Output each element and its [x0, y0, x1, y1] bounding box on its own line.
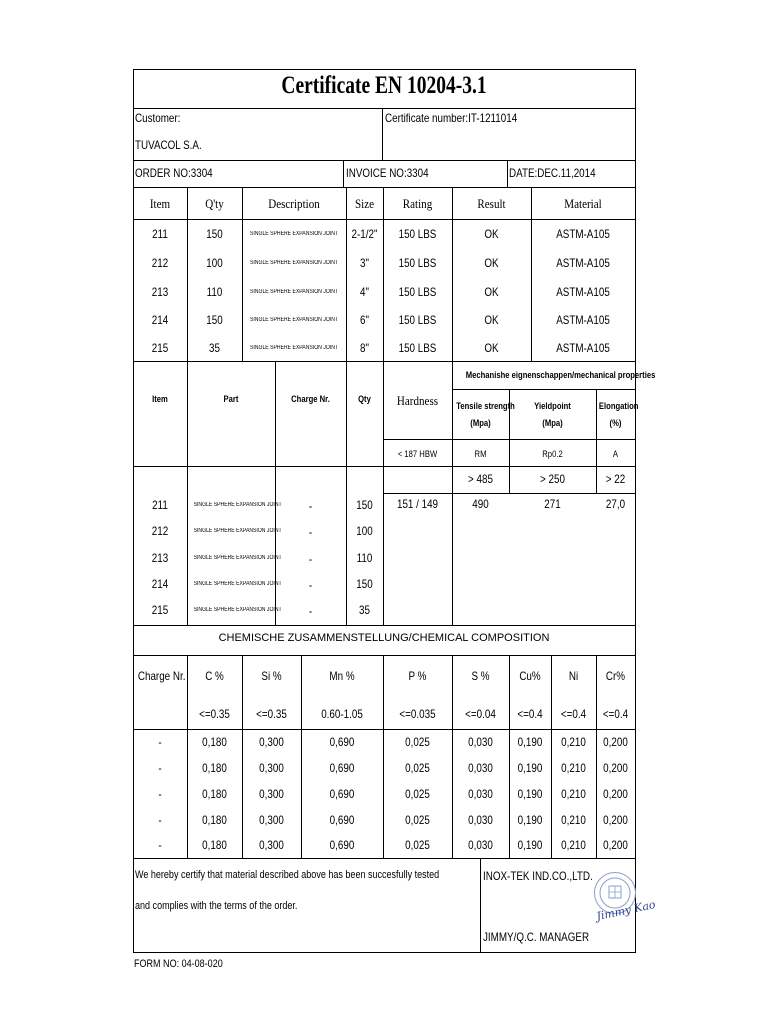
mech-header-elongation-unit: (%)	[609, 418, 622, 428]
mech-qty: 100	[356, 524, 373, 538]
chem-mn: 0,690	[329, 735, 355, 749]
mech-item: 214	[151, 577, 169, 591]
chem-cu: 0,190	[517, 838, 543, 852]
items-header-qty: Q'ty	[205, 196, 224, 211]
form-number: FORM NO: 04-08-020	[134, 958, 223, 970]
item-result: OK	[484, 313, 499, 327]
chem-p: 0,025	[405, 761, 430, 775]
item-rating: 150 LBS	[398, 341, 437, 355]
mech-header-elongation: Elongation	[598, 401, 639, 411]
item-number: 212	[151, 256, 169, 270]
mech-item: 213	[151, 551, 169, 565]
chem-si: 0,300	[259, 735, 284, 749]
chem-limit-s: <=0.04	[465, 707, 496, 721]
mech-header-yield: Yieldpoint	[534, 401, 571, 411]
rule	[133, 69, 134, 953]
chem-charge: -	[158, 838, 162, 852]
mech-item: 215	[151, 603, 169, 617]
chem-cr: 0,200	[603, 735, 628, 749]
mech-part: SINGLE SPHERE EXPANSION JOINT	[193, 581, 282, 587]
chem-cu: 0,190	[517, 813, 543, 827]
chem-header-p: P %	[408, 669, 427, 683]
mech-header-item: Item	[152, 394, 168, 404]
chem-header-cr: Cr%	[605, 669, 626, 683]
chem-cr: 0,200	[603, 787, 628, 801]
signature: Jimmy Kao	[595, 897, 657, 924]
mech-header-part: Part	[223, 394, 239, 404]
item-result: OK	[484, 227, 499, 241]
items-header-size: Size	[354, 196, 375, 211]
chem-charge: -	[158, 787, 162, 801]
item-number: 213	[151, 285, 169, 299]
item-description: SINGLE SPHERE EXPANSION JOINT	[249, 289, 339, 295]
items-header-description: Description	[268, 196, 320, 211]
rule	[133, 69, 636, 70]
mech-charge: -	[308, 552, 313, 566]
chem-si: 0,300	[259, 787, 284, 801]
item-material: ASTM-A105	[556, 341, 610, 355]
chem-mn: 0,690	[329, 787, 355, 801]
mech-header-charge: Charge Nr.	[291, 394, 330, 404]
mech-part: SINGLE SPHERE EXPANSION JOINT	[193, 607, 282, 613]
chem-limit-c: <=0.35	[199, 707, 230, 721]
chem-header-s: S %	[471, 669, 490, 683]
chem-si: 0,300	[259, 813, 284, 827]
chem-c: 0,180	[202, 787, 227, 801]
chem-header-mn: Mn %	[329, 669, 355, 683]
tensile-value: 490	[472, 497, 489, 511]
certify-line-1: We hereby certify that material described above has been succesfully tested	[135, 869, 440, 881]
chem-s: 0,030	[468, 813, 493, 827]
rm-label: RM	[474, 449, 487, 459]
chem-c: 0,180	[202, 813, 227, 827]
order-number: ORDER NO:3304	[135, 166, 213, 180]
chem-mn: 0,690	[329, 813, 355, 827]
mech-header-hardness: Hardness	[396, 393, 439, 408]
mech-item: 211	[152, 498, 168, 512]
chem-p: 0,025	[405, 787, 430, 801]
mech-part: SINGLE SPHERE EXPANSION JOINT	[193, 555, 282, 561]
chem-c: 0,180	[202, 761, 227, 775]
chem-ni: 0,210	[561, 813, 586, 827]
yield-value: 271	[544, 497, 561, 511]
mech-charge: -	[308, 499, 313, 513]
chem-header-cu: Cu%	[519, 669, 541, 683]
item-description: SINGLE SPHERE EXPANSION JOINT	[249, 260, 339, 266]
item-material: ASTM-A105	[556, 227, 610, 241]
mech-qty: 110	[356, 551, 373, 565]
customer-name: TUVACOL S.A.	[135, 138, 202, 152]
item-size: 4"	[360, 285, 369, 299]
mech-props-header: Mechanishe eignenschappen/mechanical properties	[465, 370, 656, 380]
chem-c: 0,180	[202, 838, 227, 852]
mech-qty: 35	[359, 603, 370, 617]
item-rating: 150 LBS	[398, 285, 437, 299]
item-size: 2-1/2"	[351, 227, 378, 241]
mech-charge: -	[308, 578, 313, 592]
chem-s: 0,030	[468, 761, 493, 775]
chem-p: 0,025	[405, 735, 430, 749]
mech-qty: 150	[356, 577, 373, 591]
customer-label: Customer:	[135, 111, 181, 125]
chem-title: CHEMISCHE ZUSAMMENSTELLUNG/CHEMICAL COMPOSITION	[218, 632, 550, 644]
chem-cr: 0,200	[603, 813, 628, 827]
chem-cu: 0,190	[517, 735, 543, 749]
mech-item: 212	[151, 524, 169, 538]
chem-header-c: C %	[205, 669, 224, 683]
certificate-date: DATE:DEC.11,2014	[509, 166, 596, 180]
chem-mn: 0,690	[329, 838, 355, 852]
certify-line-2: and complies with the terms of the order.	[135, 900, 298, 912]
item-qty: 150	[206, 227, 223, 241]
chem-c: 0,180	[202, 735, 227, 749]
chem-limit-mn: 0.60-1.05	[321, 707, 363, 721]
chem-header-ni: Ni	[568, 669, 579, 683]
rp-label: Rp0.2	[542, 449, 563, 459]
chem-cr: 0,200	[603, 761, 628, 775]
chem-p: 0,025	[405, 813, 430, 827]
item-result: OK	[484, 341, 499, 355]
chem-cu: 0,190	[517, 761, 543, 775]
chem-si: 0,300	[259, 761, 284, 775]
chem-s: 0,030	[468, 735, 493, 749]
item-number: 215	[151, 341, 169, 355]
items-header-item: Item	[149, 196, 171, 211]
item-qty: 100	[206, 256, 223, 270]
item-rating: 150 LBS	[398, 227, 437, 241]
item-material: ASTM-A105	[556, 313, 610, 327]
elongation-min: > 22	[605, 472, 626, 486]
chem-header-charge: Charge Nr.	[137, 669, 186, 683]
chem-ni: 0,210	[561, 787, 586, 801]
item-result: OK	[484, 256, 499, 270]
invoice-number: INVOICE NO:3304	[346, 166, 429, 180]
item-description: SINGLE SPHERE EXPANSION JOINT	[249, 345, 339, 351]
mech-part: SINGLE SPHERE EXPANSION JOINT	[193, 528, 282, 534]
item-number: 214	[151, 313, 169, 327]
mech-charge: -	[308, 525, 313, 539]
item-number: 211	[152, 227, 168, 241]
mech-header-tensile: Tensile strength	[456, 401, 515, 411]
mech-qty: 150	[356, 498, 373, 512]
chem-charge: -	[158, 761, 162, 775]
signatory: JIMMY/Q.C. MANAGER	[483, 930, 590, 944]
mech-header-tensile-unit: (Mpa)	[470, 418, 491, 428]
items-header-rating: Rating	[402, 196, 433, 211]
chem-cu: 0,190	[517, 787, 543, 801]
a-label: A	[612, 449, 619, 459]
item-description: SINGLE SPHERE EXPANSION JOINT	[249, 317, 339, 323]
rule	[133, 952, 636, 953]
elongation-value: 27,0	[605, 497, 626, 511]
mech-header-yield-unit: (Mpa)	[542, 418, 563, 428]
item-rating: 150 LBS	[398, 313, 437, 327]
item-size: 8"	[360, 341, 369, 355]
chem-charge: -	[158, 813, 162, 827]
item-material: ASTM-A105	[556, 285, 610, 299]
item-material: ASTM-A105	[556, 256, 610, 270]
chem-p: 0,025	[405, 838, 430, 852]
yield-min: > 250	[540, 472, 565, 486]
items-header-material: Material	[564, 196, 602, 211]
chem-limit-cu: <=0.4	[517, 707, 543, 721]
chem-limit-si: <=0.35	[256, 707, 287, 721]
chem-charge: -	[158, 735, 162, 749]
mech-header-qty: Qty	[358, 394, 371, 404]
chem-s: 0,030	[468, 787, 493, 801]
company-name: INOX-TEK IND.CO.,LTD.	[483, 869, 593, 883]
item-result: OK	[484, 285, 499, 299]
chem-limit-cr: <=0.4	[602, 707, 629, 721]
item-size: 3"	[360, 256, 369, 270]
mech-part: SINGLE SPHERE EXPANSION JOINT	[193, 502, 282, 508]
item-size: 6"	[360, 313, 369, 327]
chem-s: 0,030	[468, 838, 493, 852]
item-rating: 150 LBS	[398, 256, 437, 270]
chem-ni: 0,210	[561, 761, 586, 775]
hardness-spec: < 187 HBW	[397, 449, 438, 459]
chem-cr: 0,200	[603, 838, 628, 852]
page-title: Certificate EN 10204-3.1	[281, 72, 487, 99]
chem-si: 0,300	[259, 838, 284, 852]
chem-limit-ni: <=0.4	[560, 707, 587, 721]
chem-header-si: Si %	[261, 669, 282, 683]
item-qty: 110	[206, 285, 223, 299]
items-header-result: Result	[477, 196, 506, 211]
certificate-number: Certificate number:IT-1211014	[385, 111, 518, 125]
item-qty: 35	[209, 341, 220, 355]
rule	[635, 69, 636, 953]
tensile-min: > 485	[468, 472, 493, 486]
chem-mn: 0,690	[329, 761, 355, 775]
chem-ni: 0,210	[561, 838, 586, 852]
chem-limit-p: <=0.035	[399, 707, 436, 721]
chem-ni: 0,210	[561, 735, 586, 749]
hardness-value: 151 / 149	[396, 497, 439, 511]
item-qty: 150	[206, 313, 223, 327]
mech-charge: -	[308, 604, 313, 618]
item-description: SINGLE SPHERE EXPANSION JOINT	[249, 231, 339, 237]
